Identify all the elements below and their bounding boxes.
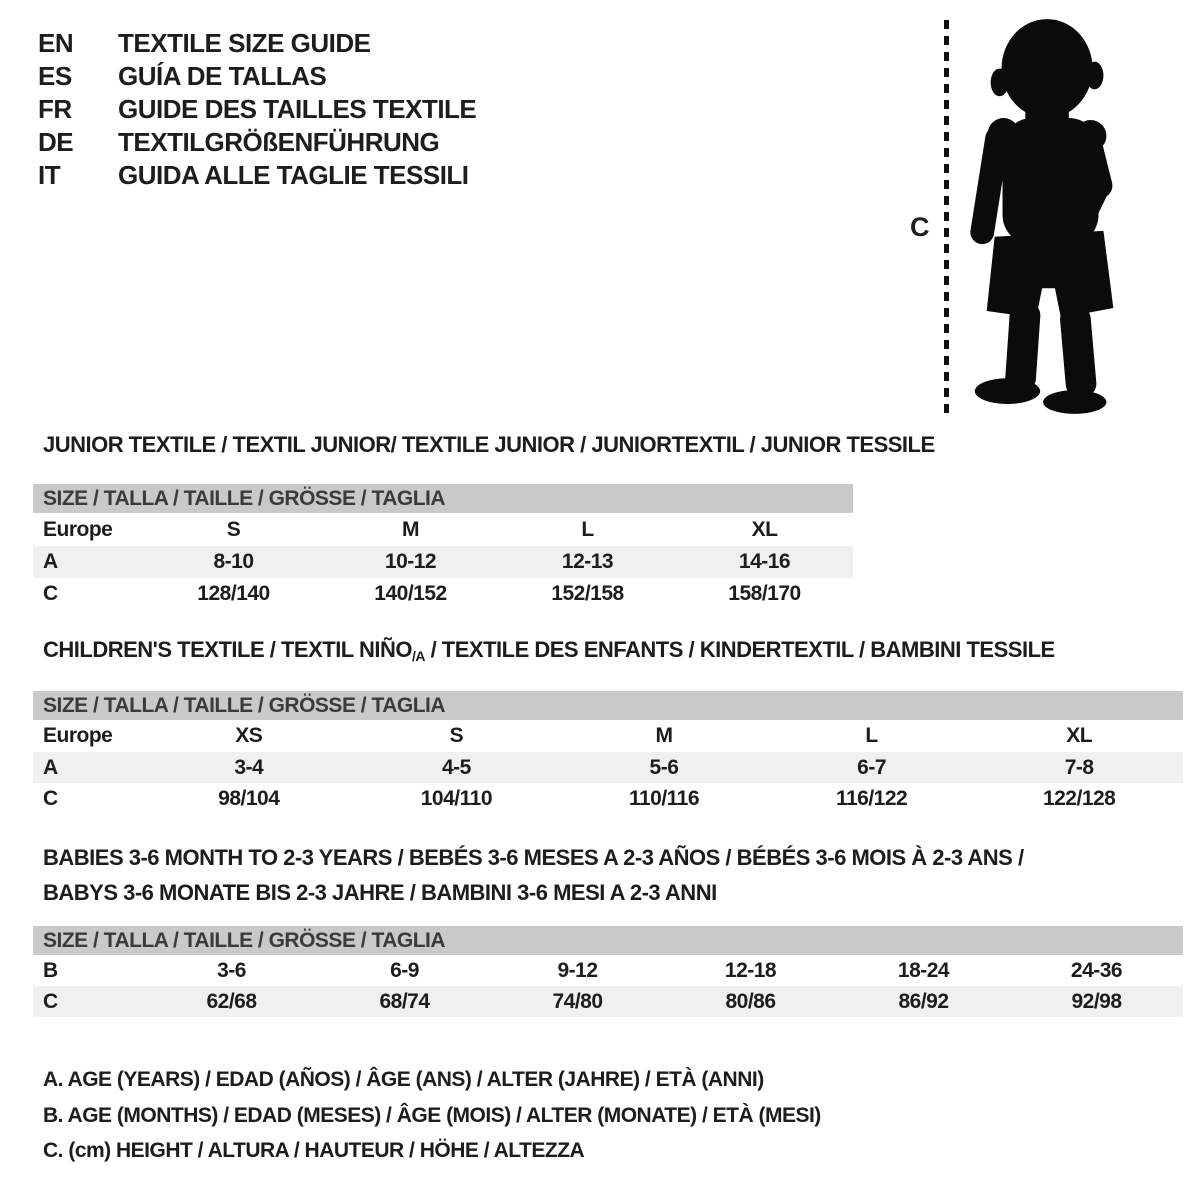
table-row bbox=[33, 752, 1183, 783]
guide-title: TEXTILE SIZE GUIDE bbox=[118, 28, 371, 58]
size-header-bar: SIZE / TALLA / TAILLE / GRÖSSE / TAGLIA bbox=[33, 926, 1183, 955]
height-value: 140/152 bbox=[374, 582, 447, 605]
age-months-value: 6-9 bbox=[390, 958, 419, 982]
row-label: C bbox=[43, 582, 58, 605]
babies-section-heading-line1: BABIES 3-6 MONTH TO 2-3 YEARS / BEBÉS 3-6 MESES A 2-3 AÑOS / BÉBÉS 3-6 MOIS À 2-3 ANS / bbox=[43, 845, 1024, 870]
language-code: IT bbox=[38, 160, 61, 190]
region-label: Europe bbox=[43, 724, 113, 747]
language-title-block bbox=[38, 27, 476, 192]
table-row bbox=[33, 546, 853, 578]
age-months-value: 24-36 bbox=[1070, 958, 1123, 982]
height-value: 92/98 bbox=[1071, 989, 1122, 1013]
height-value: 62/68 bbox=[206, 989, 257, 1013]
age-value: 10-12 bbox=[384, 550, 437, 573]
language-row bbox=[38, 159, 476, 192]
age-months-value: 3-6 bbox=[217, 958, 246, 982]
footnote-b: B. AGE (MONTHS) / EDAD (MESES) / ÂGE (MOIS) / ALTER (MONATE) / ETÀ (MESI) bbox=[43, 1104, 821, 1127]
age-value: 12-13 bbox=[561, 550, 614, 573]
height-value: 152/158 bbox=[551, 582, 624, 605]
size-column-header: XL bbox=[751, 517, 778, 541]
size-column-header: S bbox=[449, 724, 464, 747]
guide-title: GUIDE DES TAILLES TEXTILE bbox=[118, 94, 477, 124]
junior-section-heading: JUNIOR TEXTILE / TEXTIL JUNIOR/ TEXTILE JUNIOR / JUNIORTEXTIL / JUNIOR TESSILE bbox=[43, 432, 935, 457]
table-row bbox=[33, 720, 1183, 752]
language-row bbox=[38, 27, 476, 60]
size-header-bar: SIZE / TALLA / TAILLE / GRÖSSE / TAGLIA bbox=[33, 691, 1183, 720]
table-row bbox=[33, 578, 853, 610]
age-value: 6-7 bbox=[857, 755, 886, 779]
language-code: DE bbox=[38, 127, 74, 157]
age-months-value: 9-12 bbox=[557, 958, 598, 982]
height-value: 128/140 bbox=[197, 582, 270, 605]
size-column-header: S bbox=[226, 517, 241, 541]
children-heading-text: / TEXTILE DES ENFANTS / KINDERTEXTIL / BAMBINI TESSILE bbox=[424, 637, 1055, 662]
row-label: C bbox=[43, 989, 58, 1013]
children-size-table bbox=[33, 691, 1183, 814]
height-value: 122/128 bbox=[1042, 786, 1116, 810]
children-heading-text: CHILDREN'S TEXTILE / TEXTIL NIÑO bbox=[43, 637, 412, 662]
region-label: Europe bbox=[43, 517, 113, 541]
height-measure-dashed-line bbox=[944, 20, 949, 414]
height-value: 80/86 bbox=[725, 989, 776, 1013]
age-value: 14-16 bbox=[738, 550, 791, 573]
junior-size-table bbox=[33, 484, 853, 610]
row-label: C bbox=[43, 786, 58, 810]
table-row bbox=[33, 783, 1183, 814]
height-value: 116/122 bbox=[835, 786, 908, 810]
table-row bbox=[33, 955, 1183, 986]
height-value: 110/116 bbox=[628, 786, 700, 810]
height-value: 158/170 bbox=[728, 582, 801, 605]
age-value: 5-6 bbox=[649, 755, 679, 779]
language-row bbox=[38, 60, 476, 93]
children-section-heading bbox=[43, 638, 1055, 668]
size-column-header: M bbox=[402, 517, 419, 541]
language-row bbox=[38, 126, 476, 159]
language-code: FR bbox=[38, 94, 72, 124]
row-label: B bbox=[43, 958, 58, 982]
language-code: ES bbox=[38, 61, 72, 91]
guide-title: TEXTILGRÖßENFÜHRUNG bbox=[118, 127, 440, 157]
table-row bbox=[33, 986, 1183, 1017]
age-months-value: 18-24 bbox=[897, 958, 950, 982]
table-row bbox=[33, 513, 853, 546]
height-value: 98/104 bbox=[218, 786, 280, 810]
guide-title: GUIDA ALLE TAGLIE TESSILI bbox=[118, 160, 469, 190]
children-heading-subscript: /A bbox=[411, 648, 425, 664]
row-label: A bbox=[43, 755, 58, 779]
language-code: EN bbox=[38, 28, 74, 58]
age-value: 8-10 bbox=[213, 550, 254, 573]
babies-size-table bbox=[33, 926, 1183, 1017]
footnote-c: C. (cm) HEIGHT / ALTURA / HAUTEUR / HÖHE / ALTEZZA bbox=[43, 1139, 585, 1162]
footnote-a: A. AGE (YEARS) / EDAD (AÑOS) / ÂGE (ANS) / ALTER (JAHRE) / ETÀ (ANNI) bbox=[43, 1068, 764, 1091]
height-value: 68/74 bbox=[379, 989, 430, 1013]
language-row bbox=[38, 93, 476, 126]
height-measure-label: C bbox=[910, 212, 929, 242]
height-value: 86/92 bbox=[898, 989, 949, 1013]
size-header-bar: SIZE / TALLA / TAILLE / GRÖSSE / TAGLIA bbox=[33, 484, 853, 513]
height-value: 104/110 bbox=[420, 786, 493, 810]
age-months-value: 12-18 bbox=[724, 958, 777, 982]
age-value: 7-8 bbox=[1064, 755, 1094, 779]
age-value: 3-4 bbox=[234, 755, 264, 779]
babies-section-heading-line2: BABYS 3-6 MONATE BIS 2-3 JAHRE / BAMBINI 3-6 MESI A 2-3 ANNI bbox=[43, 880, 717, 905]
size-column-header: L bbox=[865, 724, 878, 747]
size-column-header: XS bbox=[235, 724, 263, 747]
size-column-header: XL bbox=[1066, 724, 1093, 747]
size-column-header: M bbox=[655, 724, 673, 747]
height-value: 74/80 bbox=[552, 989, 603, 1013]
age-value: 4-5 bbox=[441, 755, 471, 779]
toddler-silhouette-icon bbox=[958, 12, 1146, 420]
guide-title: GUÍA DE TALLAS bbox=[118, 61, 327, 91]
row-label: A bbox=[43, 550, 58, 573]
size-column-header: L bbox=[581, 517, 594, 541]
